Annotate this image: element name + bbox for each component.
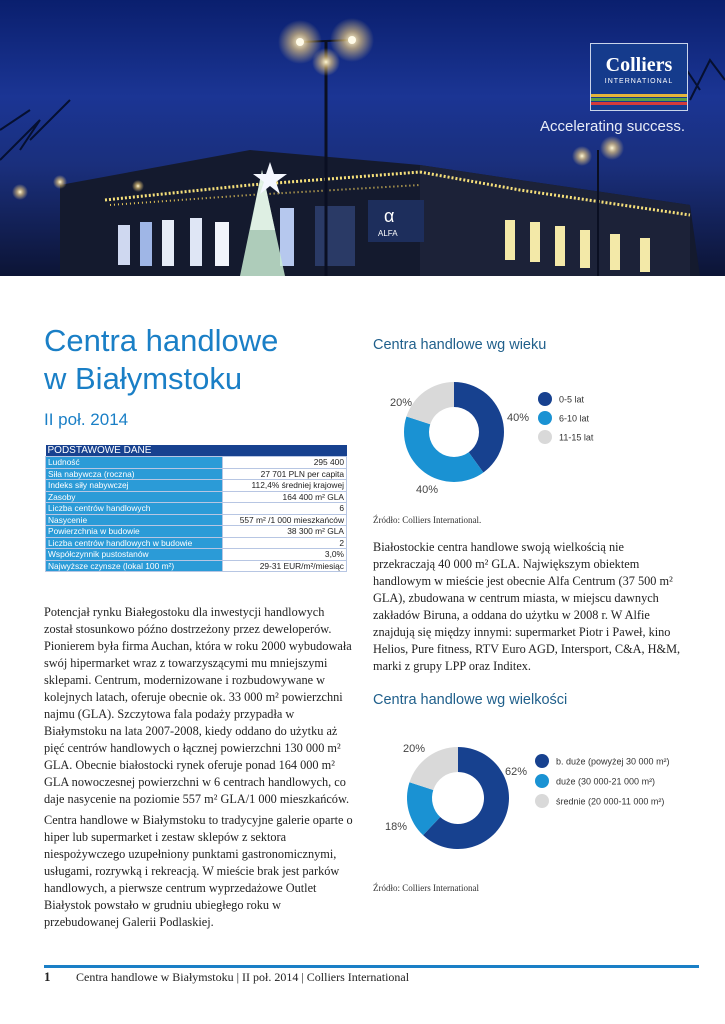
legend-label-2: 6-10 lat bbox=[559, 413, 590, 424]
page-title-line2: w Białymstoku bbox=[44, 361, 243, 396]
row-label: Zasoby bbox=[46, 491, 223, 503]
logo-stripe-yellow bbox=[591, 94, 687, 97]
chart2-donut bbox=[370, 735, 690, 865]
chart1-source: Źródło: Colliers International. bbox=[373, 515, 482, 525]
svg-text:α: α bbox=[384, 206, 395, 226]
hero-photo bbox=[0, 0, 725, 276]
row-label: Liczba centrów handlowych bbox=[46, 503, 223, 515]
chart2-title: Centra handlowe wg wielkości bbox=[373, 692, 568, 708]
hero-sign-text: ALFA bbox=[378, 229, 398, 238]
page-title-line1: Centra handlowe bbox=[44, 323, 279, 358]
row-label: Indeks siły nabywczej bbox=[46, 480, 223, 492]
data-label-2: 40% bbox=[416, 484, 439, 496]
row-value: 112,4% średniej krajowej bbox=[223, 480, 347, 492]
table-row bbox=[46, 514, 347, 526]
table-row bbox=[46, 457, 347, 469]
row-value: 3,0% bbox=[223, 549, 347, 561]
logo-stripe-green bbox=[591, 98, 687, 101]
legend-label-1: b. duże (powyżej 30 000 m²) bbox=[556, 756, 670, 767]
logo-stripe-red bbox=[591, 102, 687, 105]
legend-marker-3 bbox=[535, 794, 549, 808]
row-label: Nasycenie bbox=[46, 514, 223, 526]
row-label: Powierzchnia w budowie bbox=[46, 526, 223, 538]
row-value: 164 400 m² GLA bbox=[223, 491, 347, 503]
row-label: Współczynnik pustostanów bbox=[46, 549, 223, 561]
table-row bbox=[46, 503, 347, 515]
data-label-2: 18% bbox=[385, 821, 408, 833]
data-label-1: 62% bbox=[505, 766, 528, 778]
legend-marker-1 bbox=[538, 392, 552, 406]
data-label-1: 40% bbox=[507, 412, 530, 424]
table-row bbox=[46, 549, 347, 561]
left-paragraph-1: Potencjał rynku Białegostoku dla inwestycji handlowych został stosunkowo późno dostrzeżony przez deweloperów. Pionierem była firma Auchan, która w roku 2000 wybudowała swój hipermarket wraz z towarzyszącymi mu mniejszymi sklepami. Centrum, modernizowane i rozbudowywane w kolejnych latach, oferuje obecnie ok. 33 000 m² powierzchni najmu (GLA). Szczytowa fala podaży przypadła w Białymstoku na lata 2007-2008, kiedy oddano do użytku aż pięć centrów handlowych o łącznej powierzchni 130 000 m² GLA. Obecnie białostocki rynek oferuje ponad 164 000 m² GLA nowoczesnej powierzchni w 6 centrach handlowych, co daje nasycenie na poziomie 557 m² GLA/1 000 mieszkańców. bbox=[44, 605, 352, 806]
row-value: 38 300 m² GLA bbox=[223, 526, 347, 538]
table-row bbox=[46, 480, 347, 492]
chart1-title: Centra handlowe wg wieku bbox=[373, 337, 547, 353]
brand-tagline: Accelerating success. bbox=[540, 118, 686, 135]
chart2-source: Źródło: Colliers International bbox=[373, 883, 479, 893]
hero-night-mall-illustration bbox=[0, 0, 725, 276]
footer-rule bbox=[44, 965, 699, 968]
legend-marker-2 bbox=[538, 411, 552, 425]
colliers-logo[interactable] bbox=[590, 43, 688, 111]
footer-text: Centra handlowe w Białymstoku | II poł. 2014 | Colliers International bbox=[76, 970, 410, 984]
legend-label-2: duże (30 000-21 000 m²) bbox=[556, 776, 656, 787]
legend-marker-1 bbox=[535, 754, 549, 768]
chart1-donut bbox=[370, 375, 690, 505]
legend-label-1: 0-5 lat bbox=[559, 394, 585, 405]
page-subtitle: II poł. 2014 bbox=[44, 410, 129, 429]
donut-slice-3 bbox=[406, 382, 454, 424]
table-row bbox=[46, 537, 347, 549]
row-label: Najwyższe czynsze (lokal 100 m²) bbox=[46, 560, 223, 572]
key-data-table bbox=[45, 445, 347, 572]
row-label: Liczba centrów handlowych w budowie bbox=[46, 537, 223, 549]
donut-slice-2 bbox=[404, 417, 483, 482]
legend-marker-3 bbox=[538, 430, 552, 444]
legend-label-3: średnie (20 000-11 000 m²) bbox=[556, 796, 665, 807]
table-row bbox=[46, 560, 347, 572]
table-row bbox=[46, 468, 347, 480]
row-value: 27 701 PLN per capita bbox=[223, 468, 347, 480]
row-value: 557 m² /1 000 mieszkańców bbox=[223, 514, 347, 526]
key-data-header: PODSTAWOWE DANE bbox=[46, 445, 347, 457]
row-label: Ludność bbox=[46, 457, 223, 469]
row-value: 29-31 EUR/m²/miesiąc bbox=[223, 560, 347, 572]
footer-page-number: 1 bbox=[44, 969, 51, 984]
logo-subtitle: INTERNATIONAL bbox=[604, 78, 674, 85]
legend-label-3: 11-15 lat bbox=[559, 432, 594, 443]
table-row bbox=[46, 491, 347, 503]
row-value: 6 bbox=[223, 503, 347, 515]
logo-name: Colliers bbox=[605, 54, 673, 76]
row-value: 2 bbox=[223, 537, 347, 549]
row-label: Siła nabywcza (roczna) bbox=[46, 468, 223, 480]
left-paragraph-2: Centra handlowe w Białymstoku to tradycyjne galerie oparte o hiper lub supermarket i zestaw sklepów z sektora niespożywczego uzupełniony punktami gastronomicznymi, usługami, rozrywką i rekreacją. W mieście brak jest parków handlowych, a pierwsze centrum wyprzedażowe Outlet Białystok powstało w grudniu ubiegłego roku w przebudowanej Galerii Podlaskiej. bbox=[44, 813, 353, 929]
data-label-3: 20% bbox=[390, 397, 413, 409]
data-label-3: 20% bbox=[403, 743, 426, 755]
row-value: 295 400 bbox=[223, 457, 347, 469]
page-title bbox=[44, 322, 278, 398]
legend-marker-2 bbox=[535, 774, 549, 788]
right-paragraph: Białostockie centra handlowe swoją wielkością nie przekraczają 40 000 m² GLA. Największym obiektem handlowym w mieście jest obecnie Alfa Centrum (37 500 m² GLA), zbudowana w centrum miasta, w miejscu dawnych zakładów Biruna, a oddana do użytku w 2008 r. W Alfie znajdują się między innymi: supermarket Piotr i Paweł, kino Helios, Pure fitness, RTV Euro AGD, Intersport, C&A, H&M, marki z grupy LPP oraz Inditex. bbox=[373, 540, 681, 673]
table-row bbox=[46, 526, 347, 538]
